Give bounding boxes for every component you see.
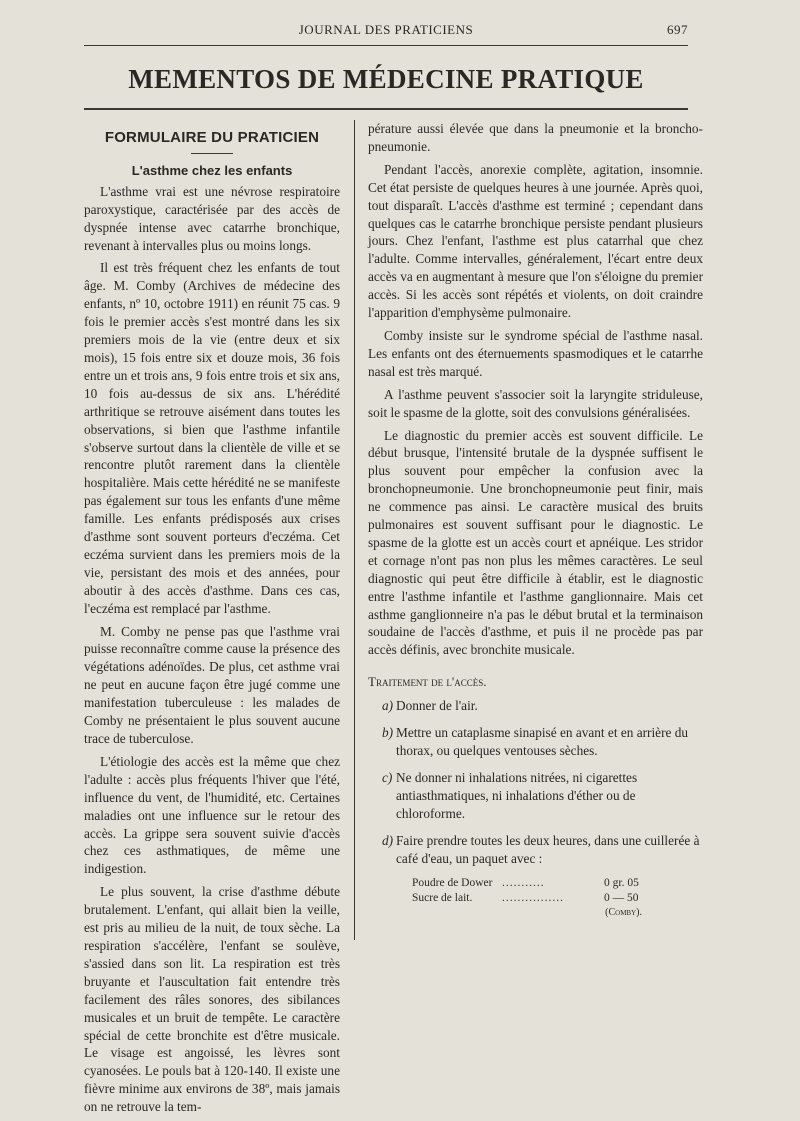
formula-quantity: 0 — 50	[604, 892, 639, 905]
left-column	[84, 120, 340, 1121]
item-letter: c)	[382, 769, 393, 785]
formula-ingredient: Poudre de Dower	[412, 877, 493, 890]
title-rule	[84, 108, 688, 110]
paragraph: Le plus souvent, la crise d'asthme débute brutalement. L'enfant, qui allait bien la veille, est pris au milieu de la nuit, de toux sèche. La respiration s'accélère, l'enfant se soulève, s'assied dans son lit. La respiration est très bruyante et l'auscultation fait entendre très facilement des râles sonores, des sibilances musicales et un bruit de tempête. Le caractère spécial de cette bronchite est d'être musicale. Le visage est angoissé, les lèvres sont cyanosées. Le pouls bat à 120-140. Il existe une fièvre minime aux environs de 38º, mais jamais on ne retrouve la tem-	[84, 884, 340, 1115]
formula-row	[412, 876, 672, 891]
column-divider	[354, 120, 355, 940]
item-text: Faire prendre toutes les deux heures, dans une cuillerée à café d'eau, un paquet avec :	[396, 832, 700, 866]
page-title: MEMENTOS DE MÉDECINE PRATIQUE	[128, 64, 644, 94]
paragraph: Le diagnostic du premier accès est souvent difficile. Le début brusque, l'intensité brutale de la dyspnée suffisent le plus souvent pour empêcher la confusion avec la bronchopneumonie. Une bronchopneumonie peut finir, mais ne commence pas ainsi. Le caractère musical des bruits pulmonaires est souvent suffisant pour le diagnostic. Le spasme de la glotte est un accès court et apnéique. Les stridor et cornage n'ont pas non plus les mêmes caractères. Le seul diagnostic qui peut être difficile à établir, est le diagnostic entre l'asthme infantile et l'asthme ganglionnaire. Mais cet asthme ganglionneire n'a pas le début brutal et la terminaison soudaine de l'accès d'asthme, et puis il ne procède pas par accès définis, avec bronchite musicale.	[368, 427, 703, 658]
paragraph: Comby insiste sur le syndrome spécial de l'asthme nasal. Les enfants ont des éternuements spasmodiques et le catarrhe nasal est très marqué.	[368, 327, 703, 379]
item-letter: d)	[382, 832, 394, 848]
paragraph: Pendant l'accès, anorexie complète, agitation, insomnie. Cet état persiste de quelques heures à une journée. Après quoi, tout disparaît. L'accès d'asthme est terminé ; cependant dans quelques cas le catarrhe bronchique persiste pendant plusieurs jours. Chez l'enfant, l'asthme est plus catarrhal que chez l'adulte. Comme intervalles, généralement, l'écart entre deux accès va en augmentant à mesure que l'on s'éloigne du premier accès. Si les accès sont répétés et violents, on doit craindre l'apparition d'emphysème pulmonaire.	[368, 161, 703, 321]
page-number: 697	[667, 22, 688, 37]
treatment-item	[368, 724, 703, 760]
item-text: Ne donner ni inhalations nitrées, ni cigarettes antiasthmatiques, ni inhalations d'éther ou de chloroforme.	[396, 769, 638, 821]
formula-quantity: 0 gr. 05	[604, 877, 639, 890]
formula-row	[412, 891, 672, 906]
section-heading: FORMULAIRE DU PRATICIEN	[104, 129, 320, 146]
paragraph: Il est très fréquent chez les enfants de tout âge. M. Comby (Archives de médecine des enfants, nº 10, octobre 1911) en réunit 75 cas. 9 fois le premier accès s'est montré dans les six premiers mois de la vie (entre deux et six mois), 15 fois entre six et douze mois, 36 fois entre un et trois ans, 9 fois entre trois et six ans, 10 fois au-dessus de six ans. L'hérédité arthritique se retrouve aisément dans toutes les observations, si bien que l'asthme infantile s'observe surtout dans la clientèle de ville et se rencontre plutôt rarement dans la clientèle hospitalière. Mais cette hérédité ne se manifeste pas également sur tous les enfants d'une même famille. Les enfants prédisposés aux crises d'asthme sont souvent porteurs d'eczéma. Cet eczéma survient dans les premiers mois de la vie, persistant des mois et des années, pour aboutir à des accès d'asthme. Dans ces cas, l'eczéma est remplacé par l'asthme.	[84, 260, 340, 616]
header-rule	[84, 45, 688, 46]
treatment-item	[368, 697, 703, 715]
paragraph: M. Comby ne pense pas que l'asthme vrai puisse reconnaître comme cause la présence des végétations adénoïdes. De plus, cet asthme vrai ne peut en aucune façon être jugé comme une manifestation tuberculeuse : les malades de Comby ne présentaient le plus souvent aucune trace de tuberculose.	[84, 623, 340, 746]
paragraph: L'étiologie des accès est la même que chez l'adulte : accès plus fréquents l'hiver que l'été, influence du vent, de l'humidité, etc. Certaines maladies ont une influence sur le retour des accès. La grippe sera souvent suivie d'accès chez ces asthmatiques, de même une indigestion.	[84, 753, 340, 877]
treatment-heading: Traitement de l'accès.	[368, 674, 487, 690]
item-letter: a)	[382, 698, 394, 714]
section-rule	[191, 153, 233, 154]
treatment-list	[368, 697, 703, 867]
prescription-formula	[412, 876, 672, 920]
formula-ingredient: Sucre de lait.	[412, 892, 473, 905]
paragraph: A l'asthme peuvent s'associer soit la laryngite striduleuse, soit le spasme de la glotte, soit des convulsions généralisées.	[368, 386, 703, 420]
formula-source: (Comby).	[605, 907, 642, 919]
article-title: L'asthme chez les enfants	[131, 162, 293, 178]
running-title: JOURNAL DES PRATICIENS	[298, 22, 474, 37]
formula-leader: ................	[502, 892, 564, 905]
item-text: Donner de l'air.	[396, 698, 478, 714]
item-text: Mettre un cataplasme sinapisé en avant et en arrière du thorax, ou quelques ventouses sèches.	[396, 725, 689, 758]
treatment-item	[368, 769, 703, 823]
running-head	[84, 22, 688, 40]
paragraph: L'asthme vrai est une névrose respiratoire paroxystique, caractérisée par des accès de dyspnée intense avec catarrhe bronchique, revenant à intervalles plus ou moins longs.	[84, 183, 340, 253]
paragraph-continued: pérature aussi élevée que dans la pneumonie et la broncho-pneumonie.	[368, 121, 703, 154]
treatment-item	[368, 832, 703, 868]
item-letter: b)	[382, 725, 394, 741]
formula-leader: ...........	[502, 877, 545, 890]
right-column	[368, 120, 703, 920]
